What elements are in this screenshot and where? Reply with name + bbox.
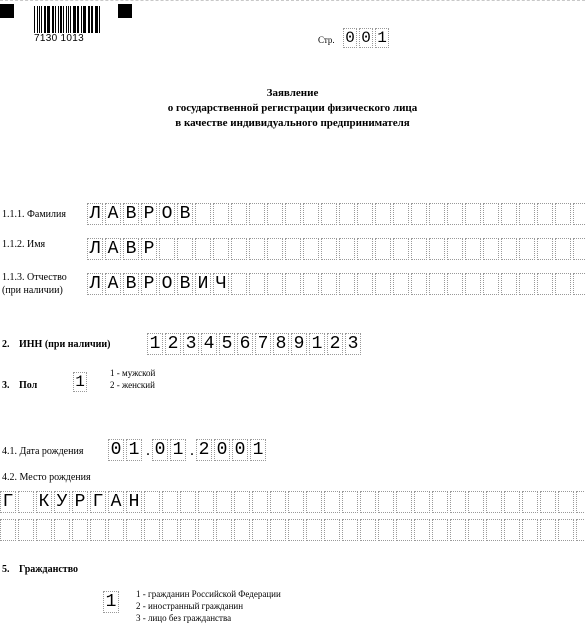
char-cell[interactable]: 2 bbox=[196, 439, 212, 461]
char-cell[interactable] bbox=[216, 519, 232, 541]
char-cell[interactable] bbox=[429, 238, 445, 260]
char-cell[interactable] bbox=[231, 238, 247, 260]
char-cell[interactable] bbox=[450, 491, 466, 513]
char-cell[interactable]: 8 bbox=[273, 333, 289, 355]
char-cell[interactable] bbox=[429, 203, 445, 225]
barcode-bar bbox=[53, 6, 54, 36]
char-cell[interactable] bbox=[0, 519, 16, 541]
barcode-bar bbox=[73, 6, 74, 36]
char-cell[interactable]: А bbox=[105, 238, 121, 260]
name-field[interactable] bbox=[87, 238, 585, 260]
char-cell[interactable]: О bbox=[159, 273, 175, 295]
surname-label: 1.1.1. Фамилия bbox=[2, 209, 66, 220]
dob-field[interactable] bbox=[108, 439, 268, 463]
char-cell[interactable] bbox=[198, 491, 214, 513]
char-cell[interactable] bbox=[558, 491, 574, 513]
registration-mark-left bbox=[0, 4, 14, 18]
char-cell[interactable] bbox=[450, 519, 466, 541]
char-cell[interactable] bbox=[162, 519, 178, 541]
barcode-bar bbox=[37, 6, 38, 36]
char-cell[interactable] bbox=[519, 203, 535, 225]
barcode-bar bbox=[91, 6, 92, 36]
char-cell[interactable]: Р bbox=[141, 273, 157, 295]
char-cell[interactable] bbox=[18, 491, 34, 513]
char-cell[interactable] bbox=[411, 203, 427, 225]
char-cell[interactable]: 1 bbox=[375, 28, 389, 48]
char-cell[interactable]: В bbox=[123, 273, 139, 295]
char-cell[interactable] bbox=[375, 273, 391, 295]
char-cell[interactable]: 3 bbox=[183, 333, 199, 355]
char-cell[interactable] bbox=[522, 519, 538, 541]
sex-option-male: 1 - мужской bbox=[110, 368, 156, 378]
barcode-bar bbox=[84, 6, 85, 36]
char-cell[interactable] bbox=[249, 238, 265, 260]
char-cell[interactable] bbox=[306, 491, 322, 513]
char-cell[interactable] bbox=[195, 238, 211, 260]
char-cell[interactable] bbox=[339, 238, 355, 260]
char-cell[interactable]: 0 bbox=[343, 28, 357, 48]
char-cell[interactable]: В bbox=[177, 203, 193, 225]
registration-mark-right bbox=[118, 4, 132, 18]
char-cell[interactable] bbox=[501, 203, 517, 225]
char-cell[interactable]: Г bbox=[90, 491, 106, 513]
char-cell[interactable] bbox=[321, 238, 337, 260]
char-cell[interactable] bbox=[213, 203, 229, 225]
char-cell[interactable] bbox=[180, 491, 196, 513]
char-cell[interactable] bbox=[144, 491, 160, 513]
char-cell[interactable] bbox=[555, 238, 571, 260]
dob-day[interactable] bbox=[108, 439, 144, 463]
char-cell[interactable] bbox=[486, 491, 502, 513]
dob-label: 4.1. Дата рождения bbox=[2, 446, 84, 457]
char-cell[interactable] bbox=[465, 238, 481, 260]
char-cell[interactable] bbox=[252, 519, 268, 541]
char-cell[interactable] bbox=[447, 203, 463, 225]
name-label: 1.1.2. Имя bbox=[2, 239, 46, 250]
char-cell[interactable]: 7 bbox=[255, 333, 271, 355]
char-cell[interactable] bbox=[18, 519, 34, 541]
barcode-bar bbox=[81, 6, 82, 36]
char-cell[interactable] bbox=[414, 519, 430, 541]
title-line-3: в качестве индивидуального предпринимателя bbox=[175, 117, 410, 129]
char-cell[interactable] bbox=[303, 238, 319, 260]
char-cell[interactable] bbox=[270, 491, 286, 513]
char-cell[interactable]: 2 bbox=[327, 333, 343, 355]
patronymic-label: 1.1.3. Отчество bbox=[2, 272, 67, 283]
char-cell[interactable] bbox=[393, 273, 409, 295]
barcode-bar bbox=[34, 6, 35, 36]
barcode-bar bbox=[41, 6, 42, 36]
char-cell[interactable] bbox=[213, 238, 229, 260]
char-cell[interactable] bbox=[411, 238, 427, 260]
char-cell[interactable]: 4 bbox=[201, 333, 217, 355]
char-cell[interactable]: Г bbox=[0, 491, 16, 513]
char-cell[interactable] bbox=[486, 519, 502, 541]
char-cell[interactable] bbox=[321, 273, 337, 295]
char-cell[interactable] bbox=[216, 491, 232, 513]
pob-field-line-2[interactable] bbox=[0, 519, 585, 541]
char-cell[interactable] bbox=[519, 238, 535, 260]
char-cell[interactable] bbox=[573, 238, 585, 260]
char-cell[interactable] bbox=[540, 491, 556, 513]
char-cell[interactable]: 5 bbox=[219, 333, 235, 355]
char-cell[interactable] bbox=[360, 491, 376, 513]
char-cell[interactable] bbox=[285, 238, 301, 260]
barcode-bar bbox=[83, 6, 84, 36]
dob-separator: . bbox=[146, 442, 150, 459]
title-line-2: о государственной регистрации физического лица bbox=[167, 102, 418, 114]
pob-label: 4.2. Место рождения bbox=[2, 472, 91, 483]
char-cell[interactable]: 1 bbox=[126, 439, 142, 461]
pob-field-line-1[interactable] bbox=[0, 491, 585, 513]
barcode-bar bbox=[39, 6, 40, 36]
char-cell[interactable]: Р bbox=[141, 238, 157, 260]
char-cell[interactable] bbox=[573, 273, 585, 295]
char-cell[interactable] bbox=[339, 273, 355, 295]
char-cell[interactable] bbox=[231, 203, 247, 225]
char-cell[interactable] bbox=[249, 273, 265, 295]
char-cell[interactable] bbox=[108, 519, 124, 541]
barcode-bar bbox=[66, 6, 67, 36]
char-cell[interactable] bbox=[468, 519, 484, 541]
char-cell[interactable] bbox=[357, 273, 373, 295]
char-cell[interactable] bbox=[360, 519, 376, 541]
barcode-bar bbox=[68, 6, 69, 36]
char-cell[interactable]: А bbox=[105, 273, 121, 295]
char-cell[interactable]: В bbox=[123, 203, 139, 225]
char-cell[interactable] bbox=[285, 273, 301, 295]
sex-label: Пол bbox=[19, 380, 38, 391]
char-cell[interactable] bbox=[483, 238, 499, 260]
barcode-bar bbox=[58, 6, 59, 36]
char-cell[interactable]: 0 bbox=[108, 439, 124, 461]
char-cell[interactable] bbox=[231, 273, 247, 295]
char-cell[interactable]: И bbox=[195, 273, 211, 295]
barcode-bar bbox=[63, 6, 64, 36]
title-line-1: Заявление bbox=[266, 87, 319, 99]
char-cell[interactable] bbox=[54, 519, 70, 541]
char-cell[interactable] bbox=[375, 203, 391, 225]
char-cell[interactable] bbox=[519, 273, 535, 295]
char-cell[interactable] bbox=[555, 203, 571, 225]
char-cell[interactable] bbox=[501, 238, 517, 260]
char-cell[interactable] bbox=[324, 491, 340, 513]
char-cell[interactable] bbox=[504, 519, 520, 541]
char-cell[interactable] bbox=[465, 203, 481, 225]
char-cell[interactable] bbox=[36, 519, 52, 541]
char-cell[interactable] bbox=[159, 238, 175, 260]
char-cell[interactable]: 0 bbox=[214, 439, 230, 461]
char-cell[interactable]: 9 bbox=[291, 333, 307, 355]
citizenship-number: 5. bbox=[2, 564, 10, 575]
char-cell[interactable] bbox=[375, 238, 391, 260]
char-cell[interactable] bbox=[537, 203, 553, 225]
char-cell[interactable] bbox=[576, 519, 585, 541]
barcode-bar bbox=[44, 6, 46, 36]
char-cell[interactable] bbox=[414, 491, 430, 513]
char-cell[interactable] bbox=[249, 203, 265, 225]
char-cell[interactable]: В bbox=[123, 238, 139, 260]
inn-number: 2. bbox=[2, 339, 10, 350]
char-cell[interactable]: В bbox=[177, 273, 193, 295]
char-cell[interactable] bbox=[378, 519, 394, 541]
char-cell[interactable] bbox=[576, 491, 585, 513]
char-cell[interactable]: 3 bbox=[345, 333, 361, 355]
dob-separator: . bbox=[190, 442, 194, 459]
char-cell[interactable] bbox=[162, 491, 178, 513]
barcode-bar bbox=[55, 6, 56, 36]
char-cell[interactable]: 2 bbox=[165, 333, 181, 355]
barcode-bar bbox=[74, 6, 75, 36]
inn-label: ИНН (при наличии) bbox=[19, 339, 111, 350]
char-cell[interactable] bbox=[198, 519, 214, 541]
char-cell[interactable] bbox=[378, 491, 394, 513]
patronymic-sublabel: (при наличии) bbox=[2, 285, 63, 296]
char-cell[interactable] bbox=[339, 203, 355, 225]
char-cell[interactable] bbox=[144, 519, 160, 541]
char-cell[interactable] bbox=[540, 519, 556, 541]
barcode-bar bbox=[70, 6, 71, 36]
citizenship-option-foreign: 2 - иностранный гражданин bbox=[136, 601, 244, 611]
char-cell[interactable] bbox=[483, 273, 499, 295]
char-cell[interactable]: Р bbox=[141, 203, 157, 225]
char-cell[interactable] bbox=[267, 238, 283, 260]
barcode-bar bbox=[77, 6, 79, 36]
char-cell[interactable] bbox=[180, 519, 196, 541]
char-cell[interactable] bbox=[252, 491, 268, 513]
barcode-bar bbox=[95, 6, 96, 36]
char-cell[interactable]: Н bbox=[126, 491, 142, 513]
char-cell[interactable] bbox=[288, 491, 304, 513]
citizenship-option-rf: 1 - гражданин Российской Федерации bbox=[136, 589, 281, 599]
char-cell[interactable] bbox=[342, 519, 358, 541]
char-cell[interactable]: К bbox=[36, 491, 52, 513]
char-cell[interactable] bbox=[324, 519, 340, 541]
char-cell[interactable] bbox=[432, 519, 448, 541]
char-cell[interactable] bbox=[537, 273, 553, 295]
char-cell[interactable] bbox=[411, 273, 427, 295]
char-cell[interactable] bbox=[465, 273, 481, 295]
char-cell[interactable] bbox=[126, 519, 142, 541]
char-cell[interactable] bbox=[393, 203, 409, 225]
char-cell[interactable] bbox=[393, 238, 409, 260]
char-cell[interactable] bbox=[396, 519, 412, 541]
inn-field[interactable] bbox=[147, 333, 363, 355]
char-cell[interactable] bbox=[432, 491, 448, 513]
char-cell[interactable]: 0 bbox=[152, 439, 168, 461]
char-cell[interactable]: Л bbox=[87, 273, 103, 295]
char-cell[interactable] bbox=[90, 519, 106, 541]
barcode bbox=[34, 6, 102, 36]
citizenship-field[interactable]: 1 bbox=[103, 591, 119, 613]
char-cell[interactable] bbox=[270, 519, 286, 541]
char-cell[interactable] bbox=[303, 203, 319, 225]
char-cell[interactable]: У bbox=[54, 491, 70, 513]
char-cell[interactable]: А bbox=[108, 491, 124, 513]
char-cell[interactable]: О bbox=[159, 203, 175, 225]
char-cell[interactable] bbox=[447, 238, 463, 260]
char-cell[interactable]: 1 bbox=[147, 333, 163, 355]
char-cell[interactable]: 0 bbox=[359, 28, 373, 48]
page-edge-guide bbox=[0, 0, 585, 1]
document-title bbox=[0, 86, 585, 131]
char-cell[interactable] bbox=[321, 203, 337, 225]
char-cell[interactable] bbox=[447, 273, 463, 295]
char-cell[interactable] bbox=[555, 273, 571, 295]
char-cell[interactable] bbox=[267, 273, 283, 295]
char-cell[interactable] bbox=[303, 273, 319, 295]
char-cell[interactable] bbox=[396, 491, 412, 513]
char-cell[interactable]: 1 bbox=[309, 333, 325, 355]
char-cell[interactable] bbox=[342, 491, 358, 513]
sex-number: 3. bbox=[2, 380, 10, 391]
barcode-bar bbox=[89, 6, 90, 36]
barcode-bar bbox=[99, 6, 100, 36]
char-cell[interactable]: Л bbox=[87, 203, 103, 225]
char-cell[interactable] bbox=[306, 519, 322, 541]
char-cell[interactable]: Ч bbox=[213, 273, 229, 295]
char-cell[interactable] bbox=[72, 519, 88, 541]
barcode-bar bbox=[88, 6, 89, 36]
char-cell[interactable] bbox=[357, 238, 373, 260]
char-cell[interactable] bbox=[177, 238, 193, 260]
dob-month[interactable] bbox=[152, 439, 188, 463]
barcode-number: 7130 1013 bbox=[34, 33, 104, 44]
char-cell[interactable] bbox=[234, 491, 250, 513]
char-cell[interactable] bbox=[234, 519, 250, 541]
surname-field[interactable] bbox=[87, 203, 585, 225]
char-cell[interactable] bbox=[285, 203, 301, 225]
char-cell[interactable]: Л bbox=[87, 238, 103, 260]
char-cell[interactable] bbox=[468, 491, 484, 513]
barcode-bar bbox=[52, 6, 53, 36]
char-cell[interactable] bbox=[558, 519, 574, 541]
char-cell[interactable] bbox=[573, 203, 585, 225]
char-cell[interactable] bbox=[288, 519, 304, 541]
sex-option-female: 2 - женский bbox=[110, 380, 155, 390]
char-cell[interactable] bbox=[501, 273, 517, 295]
citizenship-option-stateless: 3 - лицо без гражданства bbox=[136, 613, 232, 623]
char-cell[interactable] bbox=[537, 238, 553, 260]
char-cell[interactable] bbox=[267, 203, 283, 225]
page-label: Стр. bbox=[318, 35, 335, 45]
char-cell[interactable] bbox=[429, 273, 445, 295]
char-cell[interactable] bbox=[522, 491, 538, 513]
barcode-bar bbox=[47, 6, 48, 36]
char-cell[interactable]: 1 bbox=[250, 439, 266, 461]
dob-year[interactable] bbox=[196, 439, 268, 463]
char-cell[interactable]: 6 bbox=[237, 333, 253, 355]
page-number bbox=[343, 28, 391, 48]
char-cell[interactable]: А bbox=[105, 203, 121, 225]
citizenship-label: Гражданство bbox=[19, 564, 79, 575]
sex-field[interactable]: 1 bbox=[73, 372, 87, 392]
barcode-bar bbox=[96, 6, 98, 36]
char-cell[interactable]: Р bbox=[72, 491, 88, 513]
char-cell[interactable] bbox=[357, 203, 373, 225]
char-cell[interactable] bbox=[195, 203, 211, 225]
char-cell[interactable]: 1 bbox=[170, 439, 186, 461]
barcode-bar bbox=[48, 6, 49, 36]
patronymic-field[interactable] bbox=[87, 273, 585, 295]
char-cell[interactable] bbox=[504, 491, 520, 513]
char-cell[interactable]: 0 bbox=[232, 439, 248, 461]
char-cell[interactable] bbox=[483, 203, 499, 225]
barcode-bar bbox=[60, 6, 62, 36]
